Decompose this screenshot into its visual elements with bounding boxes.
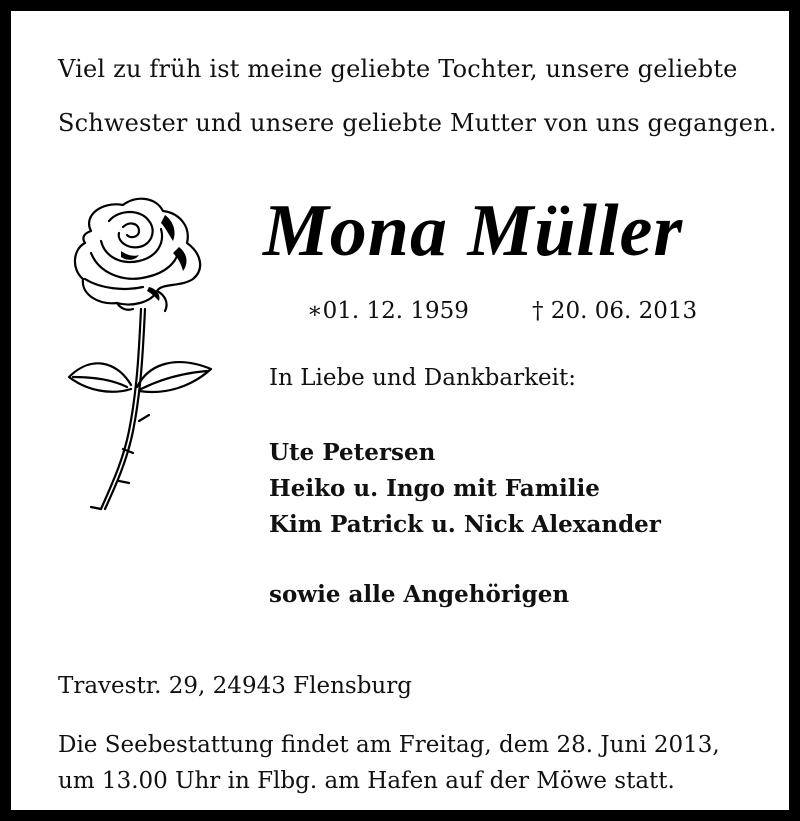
funeral-info	[58, 727, 720, 799]
funeral-line-1: Die Seebestattung findet am Freitag, dem 28. Juni 2013,	[58, 732, 720, 758]
funeral-line-2: um 13.00 Uhr in Flbg. am Hafen auf der Möwe statt.	[58, 768, 675, 794]
mourners-list	[269, 435, 661, 543]
death-date: † 20. 06. 2013	[532, 298, 698, 324]
rose-icon	[61, 191, 221, 521]
thanks-line: In Liebe und Dankbarkeit:	[269, 365, 576, 391]
other-relatives: sowie alle Angehörigen	[269, 581, 570, 608]
mourner-name: Kim Patrick u. Nick Alexander	[269, 511, 661, 538]
mourner-name: Heiko u. Ingo mit Familie	[269, 475, 600, 502]
deceased-name: Mona Müller	[263, 190, 684, 272]
birth-date: ∗01. 12. 1959	[307, 298, 469, 324]
intro-line-2: Schwester und unsere geliebte Mutter von uns gegangen.	[58, 109, 777, 137]
mourner-name: Ute Petersen	[269, 439, 436, 466]
intro-line-1: Viel zu früh ist meine geliebte Tochter, unsere geliebte	[58, 55, 738, 83]
address: Travestr. 29, 24943 Flensburg	[58, 673, 412, 699]
